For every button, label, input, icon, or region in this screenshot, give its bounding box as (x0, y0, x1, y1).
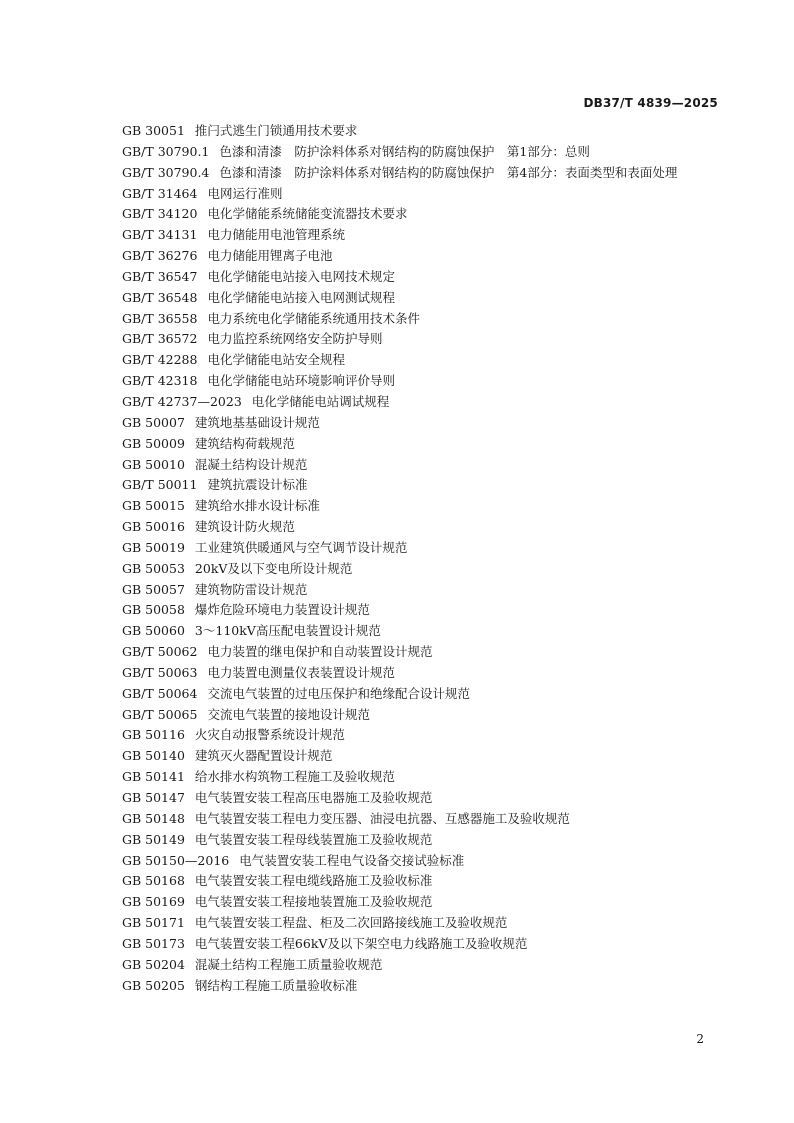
standard-code: GB/T 50065 (122, 706, 198, 722)
standard-title: 混凝土结构设计规范 (194, 456, 308, 472)
reference-item (96, 309, 720, 330)
reference-item (96, 642, 720, 663)
normative-references-list (96, 121, 720, 996)
standard-title: 建筑抗震设计标准 (207, 477, 308, 493)
standard-title: 电化学储能电站调试规程 (251, 393, 390, 409)
reference-item (96, 892, 720, 913)
standard-code: GB 50141 (122, 769, 185, 785)
standard-title: 建筑结构荷载规范 (194, 435, 295, 451)
reference-item (96, 517, 720, 538)
standard-title: 给水排水构筑物工程施工及验收规范 (194, 769, 395, 785)
standard-code: GB 50016 (122, 519, 185, 535)
standard-title: 电气装置安装工程66kV及以下架空电力线路施工及验收规范 (194, 935, 528, 951)
standard-code: GB 50149 (122, 831, 185, 847)
reference-item (96, 913, 720, 934)
standard-title: 电力装置电测量仪表装置设计规范 (207, 664, 395, 680)
standard-code: GB/T 50011 (122, 477, 198, 493)
standard-code: GB 50173 (122, 935, 185, 951)
reference-item (96, 600, 720, 621)
standard-code: GB 50148 (122, 810, 185, 826)
standard-title: 建筑设计防火规范 (194, 519, 295, 535)
reference-item (96, 475, 720, 496)
standard-title: 建筑物防雷设计规范 (194, 581, 308, 597)
page-number: 2 (696, 1032, 704, 1046)
reference-item (96, 496, 720, 517)
standard-title: 电力装置的继电保护和自动装置设计规范 (207, 644, 433, 660)
reference-item (96, 559, 720, 580)
standard-code: GB 50169 (122, 894, 185, 910)
reference-item (96, 329, 720, 350)
standard-code: GB 50060 (122, 623, 185, 639)
reference-item (96, 246, 720, 267)
reference-item (96, 267, 720, 288)
standard-code: GB/T 42288 (122, 352, 198, 368)
standard-title: 电气装置安装工程电缆线路施工及验收标准 (194, 873, 433, 889)
standard-title: 交流电气装置的过电压保护和绝缘配合设计规范 (207, 685, 470, 701)
standard-code: GB 50140 (122, 748, 185, 764)
standard-title: 电气装置安装工程盘、柜及二次回路接线施工及验收规范 (194, 915, 508, 931)
reference-item (96, 871, 720, 892)
reference-item (96, 851, 720, 872)
standard-title: 钢结构工程施工质量验收标准 (194, 977, 358, 993)
reference-item (96, 725, 720, 746)
standard-title: 电化学储能电站接入电网技术规定 (207, 268, 395, 284)
standard-title: 交流电气装置的接地设计规范 (207, 706, 370, 722)
reference-item (96, 455, 720, 476)
standard-code: GB/T 34120 (122, 206, 198, 222)
standard-title: 工业建筑供暖通风与空气调节设计规范 (194, 539, 408, 555)
reference-item (96, 142, 720, 163)
standard-title: 电气装置安装工程接地装置施工及验收规范 (194, 894, 433, 910)
reference-item (96, 392, 720, 413)
standard-code: GB 50171 (122, 915, 185, 931)
reference-item (96, 225, 720, 246)
standard-title: 混凝土结构工程施工质量验收规范 (194, 956, 383, 972)
standard-code: GB 50204 (122, 956, 185, 972)
standard-title: 电化学储能电站环境影响评价导则 (207, 373, 395, 389)
standard-code: GB/T 31464 (122, 185, 198, 201)
standard-title: 色漆和清漆 防护涂料体系对钢结构的防腐蚀保护 第1部分：总则 (219, 143, 590, 159)
standard-title: 电力储能用电池管理系统 (207, 227, 345, 243)
standard-code: GB 50205 (122, 977, 185, 993)
standard-code: GB 50147 (122, 790, 185, 805)
reference-item (96, 121, 720, 142)
standard-title: 电网运行准则 (207, 185, 283, 201)
reference-item (96, 934, 720, 955)
standard-title: 建筑灭火器配置设计规范 (194, 748, 333, 764)
standard-title: 推闩式逃生门锁通用技术要求 (194, 123, 358, 138)
standard-code: GB 50010 (122, 456, 185, 472)
standard-code: GB 50150—2016 (122, 852, 230, 868)
standard-title: 爆炸危险环境电力装置设计规范 (194, 602, 370, 618)
standard-code: GB/T 36276 (122, 248, 198, 264)
standard-title: 电力储能用锂离子电池 (207, 248, 333, 264)
standard-title: 色漆和清漆 防护涂料体系对钢结构的防腐蚀保护 第4部分：表面类型和表面处理 (219, 164, 678, 180)
reference-item (96, 684, 720, 705)
standard-code: GB/T 50062 (122, 644, 198, 660)
reference-item (96, 788, 720, 809)
standard-code: GB/T 42318 (122, 373, 198, 389)
reference-item (96, 976, 720, 997)
standard-code: GB 50009 (122, 435, 185, 451)
standard-code: GB 50019 (122, 539, 185, 555)
reference-item (96, 621, 720, 642)
standard-title: 电气装置安装工程高压电器施工及验收规范 (194, 790, 433, 805)
standard-title: 电气装置安装工程母线装置施工及验收规范 (194, 831, 433, 847)
standard-code: GB/T 36572 (122, 331, 198, 347)
reference-item (96, 288, 720, 309)
reference-item (96, 663, 720, 684)
standard-title: 20kV及以下变电所设计规范 (194, 560, 353, 576)
standard-title: 建筑给水排水设计标准 (194, 498, 320, 514)
standard-code: GB 50057 (122, 581, 185, 597)
reference-item (96, 767, 720, 788)
standard-title: 3～110kV高压配电装置设计规范 (194, 623, 381, 639)
standard-code: GB 50007 (122, 414, 185, 430)
reference-item (96, 746, 720, 767)
standard-code: GB/T 36558 (122, 310, 198, 326)
reference-item (96, 350, 720, 371)
reference-item (96, 830, 720, 851)
standard-code: GB/T 34131 (122, 227, 198, 243)
standard-code: GB/T 42737—2023 (122, 393, 242, 409)
standard-title: 电化学储能电站安全规程 (207, 352, 345, 368)
standard-title: 电气装置安装工程电力变压器、油浸电抗器、互感器施工及验收规范 (194, 810, 570, 826)
reference-item (96, 163, 720, 184)
reference-item (96, 538, 720, 559)
standard-title: 电力系统电化学储能系统通用技术条件 (207, 310, 420, 326)
reference-item (96, 204, 720, 225)
document-number-header: DB37/T 4839—2025 (583, 96, 718, 110)
standard-code: GB/T 36548 (122, 289, 198, 305)
standard-code: GB 50058 (122, 602, 185, 618)
standard-code: GB 50168 (122, 873, 185, 889)
standard-title: 火灾自动报警系统设计规范 (194, 727, 345, 743)
reference-item (96, 413, 720, 434)
reference-item (96, 184, 720, 205)
reference-item (96, 371, 720, 392)
reference-item (96, 434, 720, 455)
reference-item (96, 705, 720, 726)
standard-title: 电力监控系统网络安全防护导则 (207, 331, 383, 347)
standard-code: GB 50053 (122, 560, 185, 576)
reference-item (96, 580, 720, 601)
reference-item (96, 809, 720, 830)
standard-code: GB 30051 (122, 123, 185, 138)
standard-title: 电化学储能电站接入电网测试规程 (207, 289, 395, 305)
standard-code: GB 50015 (122, 498, 185, 514)
standard-code: GB/T 36547 (122, 268, 198, 284)
standard-code: GB/T 30790.1 (122, 143, 210, 159)
standard-title: 电气装置安装工程电气设备交接试验标准 (239, 852, 465, 868)
standard-title: 电化学储能系统储能变流器技术要求 (207, 206, 408, 222)
standard-code: GB/T 50063 (122, 664, 198, 680)
reference-item (96, 955, 720, 976)
standard-title: 建筑地基基础设计规范 (194, 414, 320, 430)
standard-code: GB/T 30790.4 (122, 164, 210, 180)
standard-code: GB 50116 (122, 727, 185, 743)
standard-code: GB/T 50064 (122, 685, 198, 701)
